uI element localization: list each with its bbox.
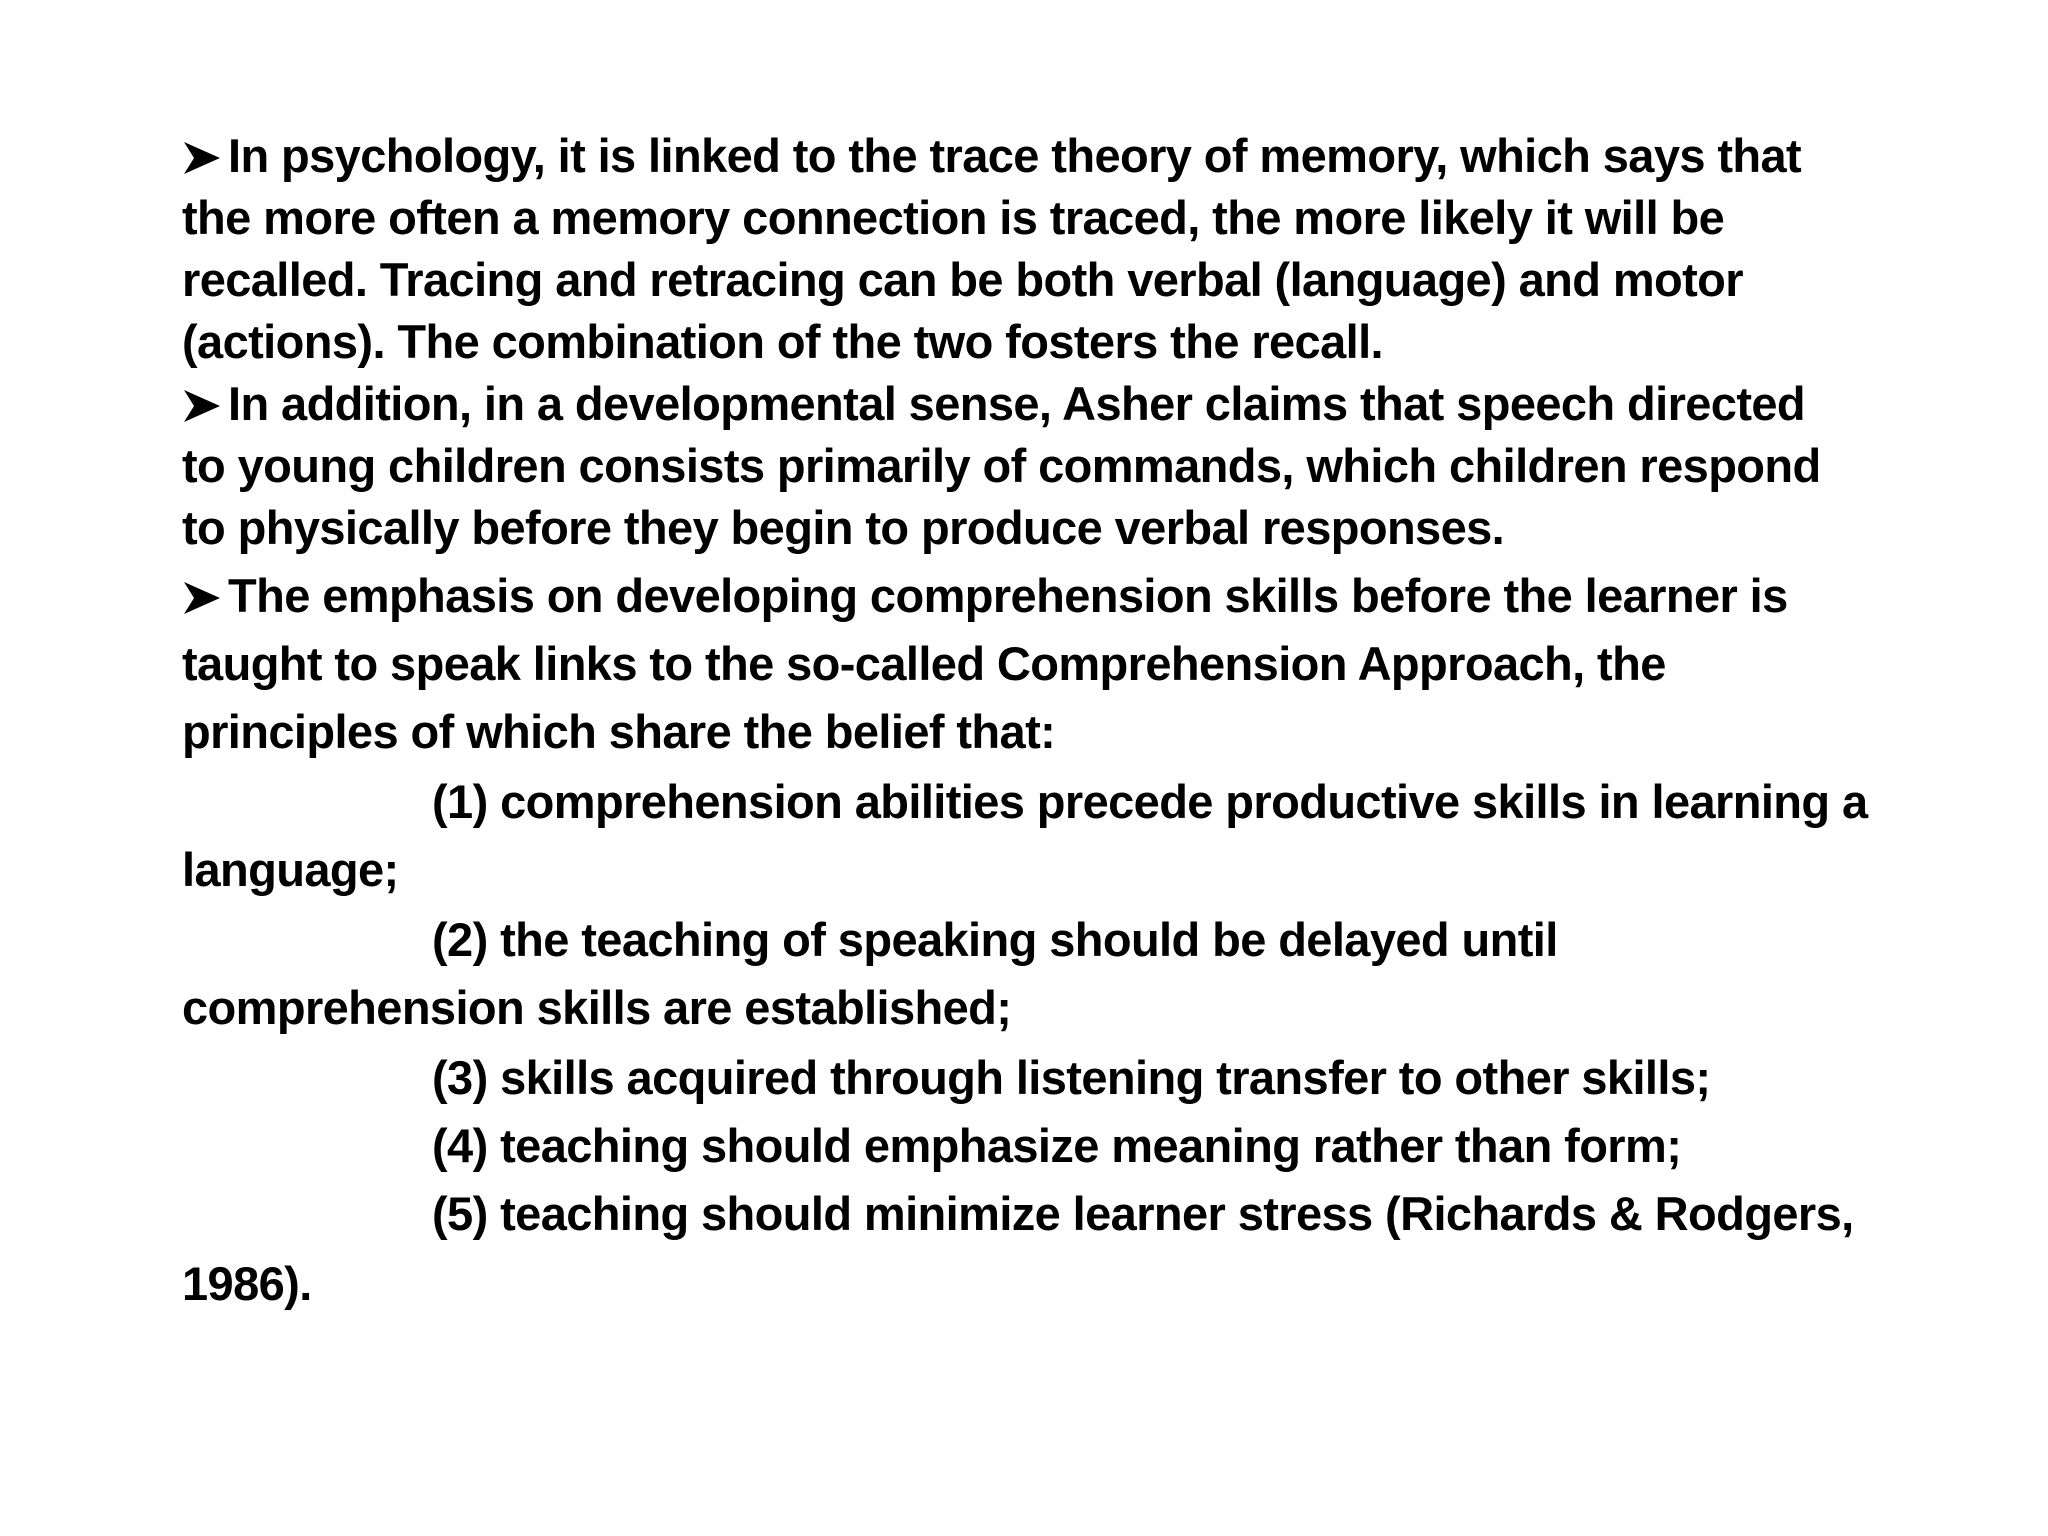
principle-5-line-1: (5) teaching should minimize learner stress (Richards & Rodgers, <box>432 1187 1854 1240</box>
arrowhead-bullet-icon <box>182 136 228 172</box>
bullet-1-line-1 <box>182 128 1801 184</box>
bullet-3-line-3: principles of which share the belief that: <box>182 705 1056 758</box>
principle-5-line-2: 1986). <box>182 1257 312 1310</box>
bullet-1-line-3: recalled. Tracing and retracing can be both verbal (language) and motor <box>182 253 1743 306</box>
bullet-2-line-1 <box>182 376 1805 432</box>
arrowhead-bullet-icon <box>182 576 228 612</box>
principle-4: (4) teaching should emphasize meaning rather than form; <box>432 1119 1682 1172</box>
bullet-1-line-4: (actions). The combination of the two fosters the recall. <box>182 315 1383 368</box>
arrowhead-bullet-icon <box>182 384 228 420</box>
bullet-text: In psychology, it is linked to the trace theory of memory, which says that <box>228 129 1802 182</box>
principle-1-line-1: (1) comprehension abilities precede productive skills in learning a <box>432 775 1868 828</box>
bullet-1-line-2: the more often a memory connection is traced, the more likely it will be <box>182 191 1725 244</box>
bullet-text: In addition, in a developmental sense, Asher claims that speech directed <box>228 377 1806 430</box>
bullet-2-line-2: to young children consists primarily of commands, which children respond <box>182 439 1821 492</box>
bullet-text: The emphasis on developing comprehension skills before the learner is <box>228 569 1788 622</box>
principle-2-line-2: comprehension skills are established; <box>182 981 1012 1034</box>
principle-2-line-1: (2) the teaching of speaking should be delayed until <box>432 913 1558 966</box>
principle-1-line-2: language; <box>182 843 399 896</box>
principle-3: (3) skills acquired through listening transfer to other skills; <box>432 1051 1711 1104</box>
bullet-3-line-1 <box>182 568 1788 624</box>
bullet-2-line-3: to physically before they begin to produce verbal responses. <box>182 501 1505 554</box>
bullet-3-line-2: taught to speak links to the so-called Comprehension Approach, the <box>182 637 1666 690</box>
